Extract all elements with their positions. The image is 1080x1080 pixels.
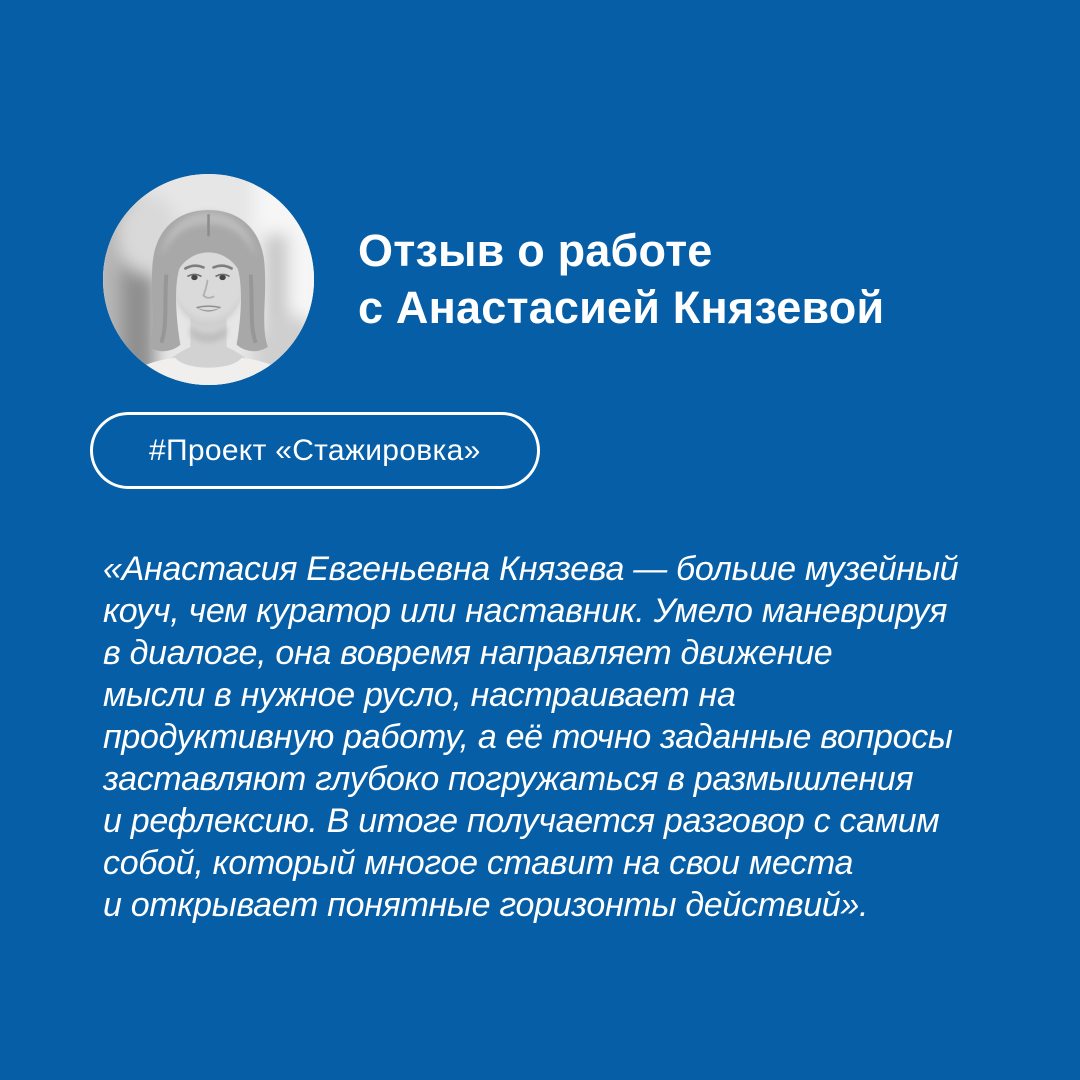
quote-line: продуктивную работу, а её точно заданные вопросы: [103, 718, 953, 756]
page-title-line-1: Отзыв о работе: [358, 225, 713, 276]
testimonial-quote: [103, 548, 1023, 926]
quote-line: собой, который многое ставит на свои места: [103, 844, 854, 882]
quote-line: коуч, чем куратор или наставник. Умело маневрируя: [103, 592, 948, 630]
quote-line: заставляют глубоко погружаться в размышления: [103, 760, 914, 798]
page-title: [358, 222, 884, 336]
page-title-line-2: с Анастасией Князевой: [358, 282, 885, 333]
avatar: [103, 174, 314, 385]
quote-line: и открывает понятные горизонты действий».: [103, 886, 869, 924]
avatar-photo: [103, 174, 314, 385]
quote-line: мысли в нужное русло, настраивает на: [103, 676, 736, 714]
quote-line: «Анастасия Евгеньевна Князева — больше музейный: [103, 550, 959, 588]
quote-line: и рефлексию. В итоге получается разговор с самим: [103, 802, 940, 840]
project-hashtag-label: #Проект «Стажировка»: [149, 433, 481, 467]
project-hashtag-badge[interactable]: [90, 412, 540, 489]
quote-line: в диалоге, она вовремя направляет движение: [103, 634, 833, 672]
